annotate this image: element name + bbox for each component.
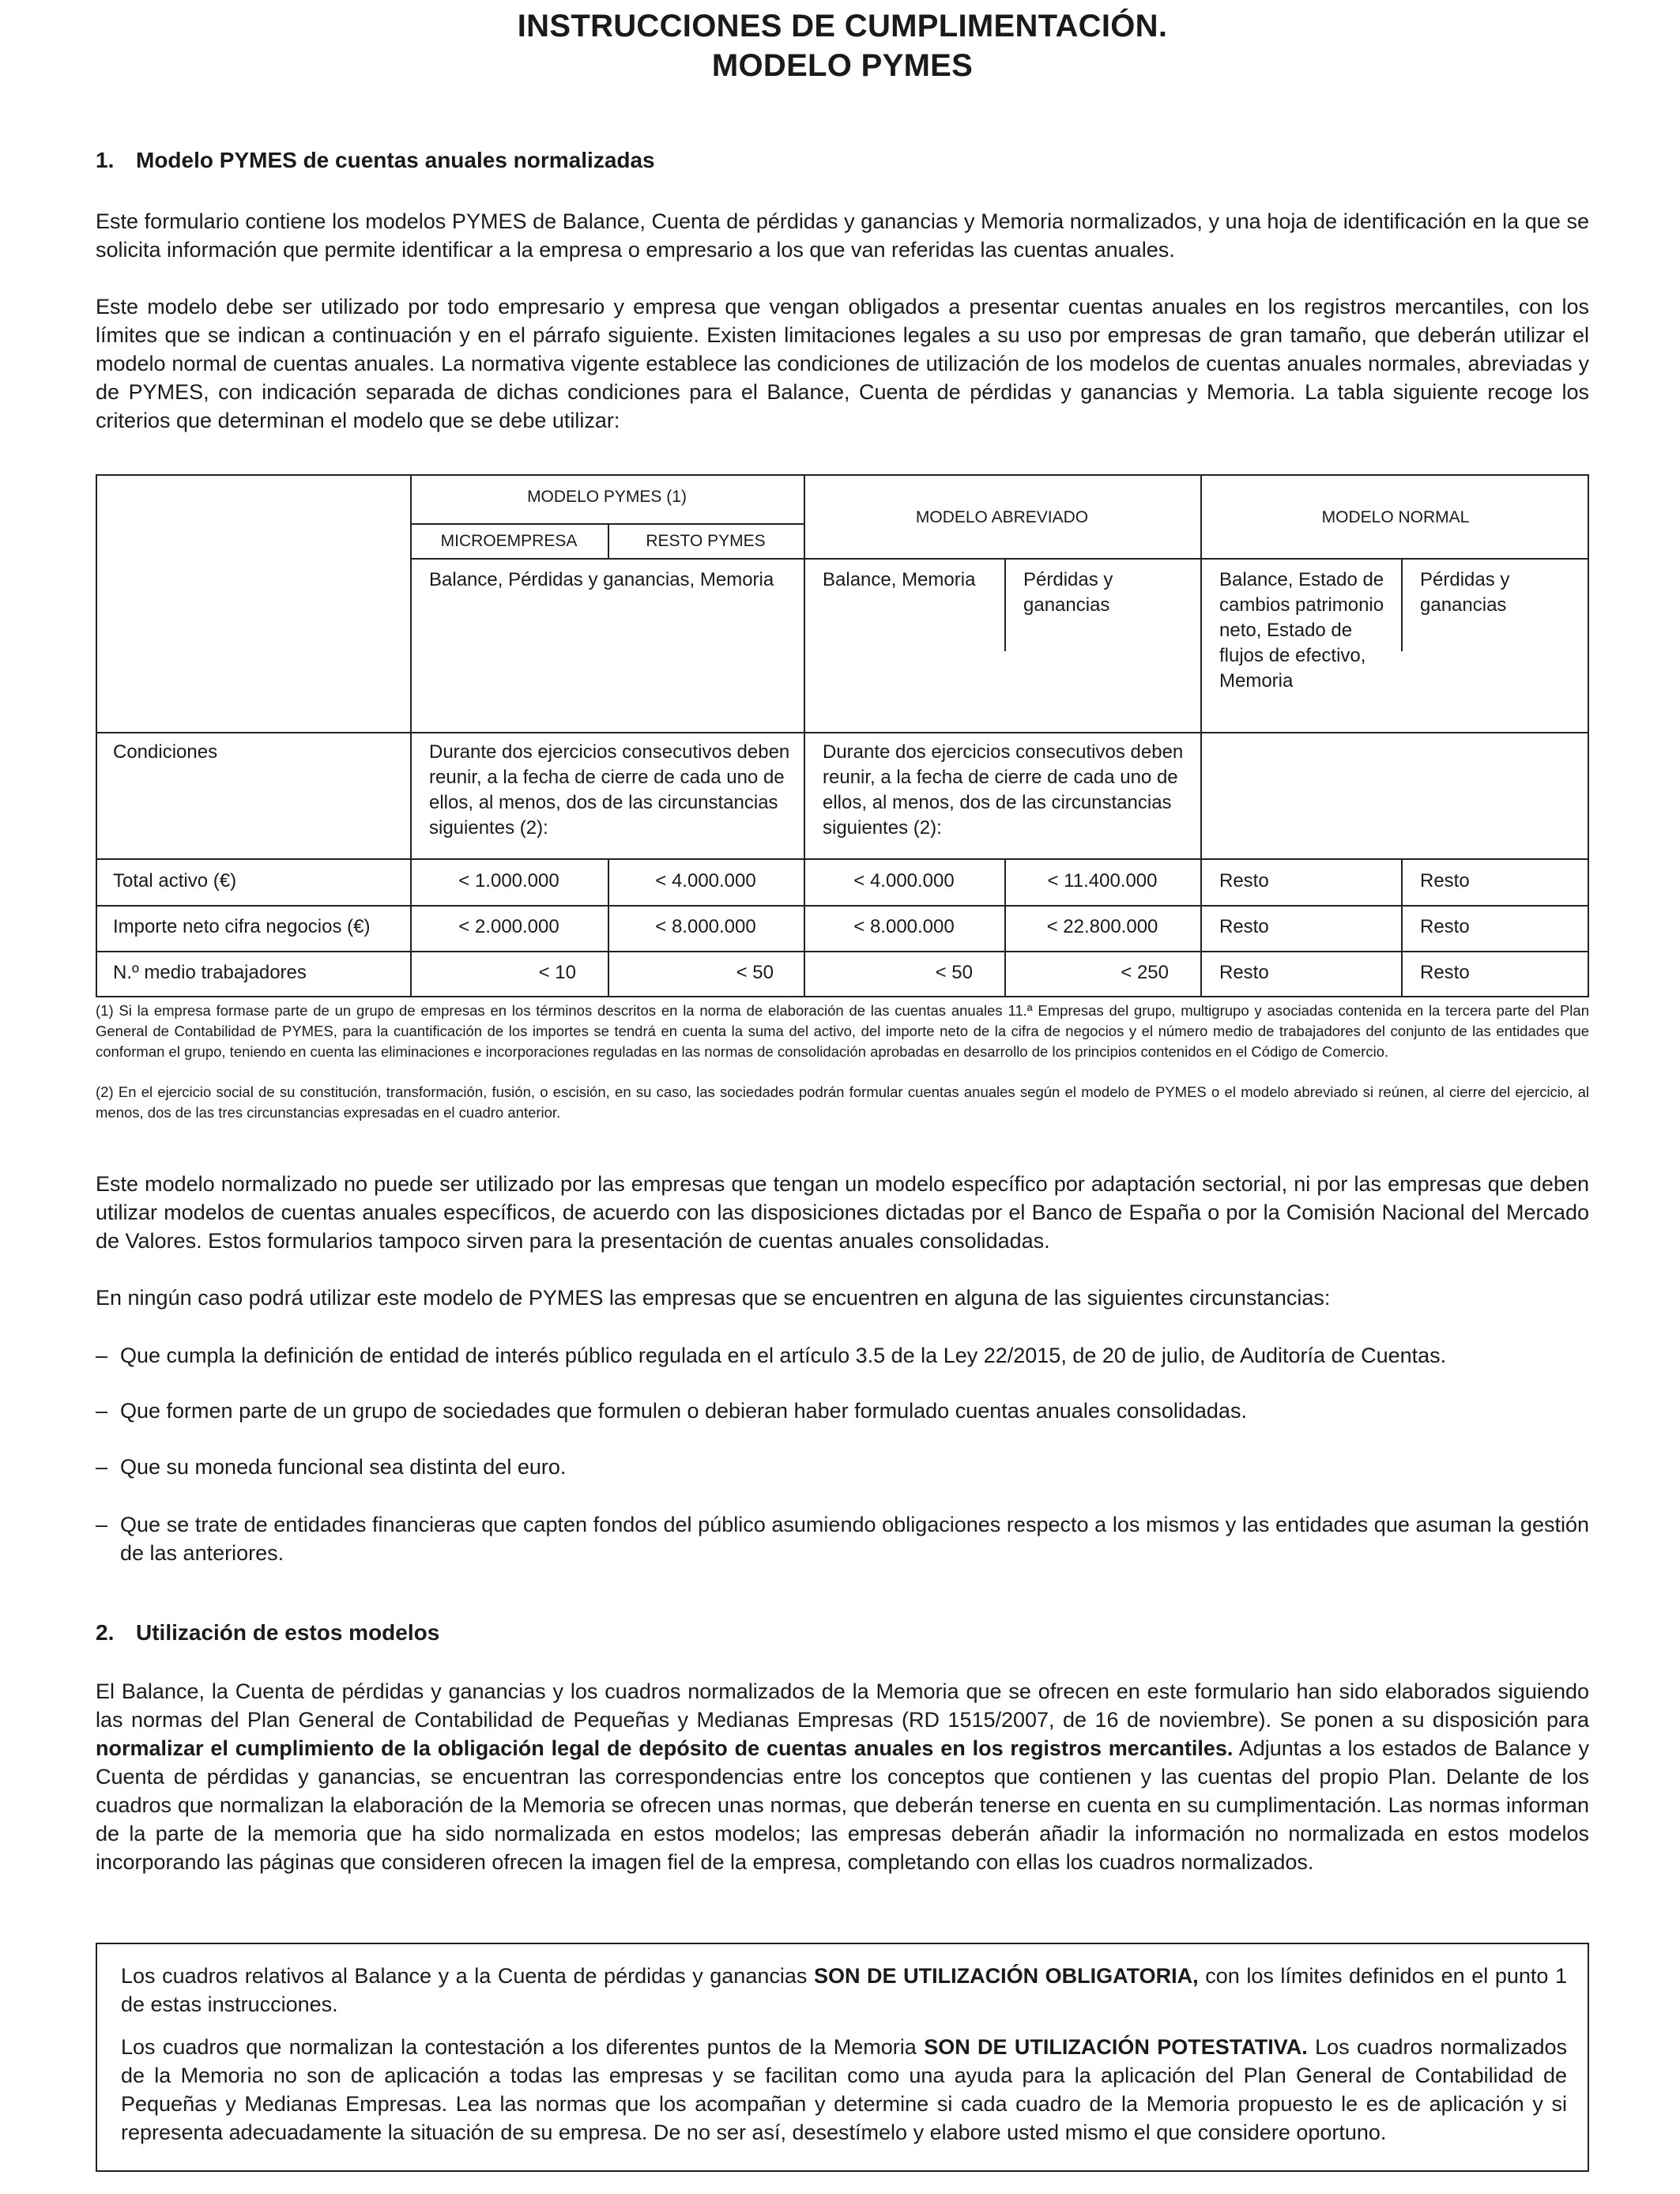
section-2-paragraph-1: El Balance, la Cuenta de pérdidas y ganancias y los cuadros normalizados de la Memoria que se ofrecen en este formulario han sido elaborados siguiendo las normas del Plan General de Contabilidad de Pequeñas y Medianas Empresas (RD 1515/2007, de 16 de noviembre). Se ponen a su disposición para normalizar el cumplimiento de la obligación legal de depósito de cuentas anuales en los registros mercantiles. Adjuntas a los estados de Balance y Cuenta de pérdidas y ganancias, se encuentran las correspondencias entre los conceptos que contienen y las cuentas del propio Plan. Delante de los cuadros que normalizan la elaboración de la Memoria se ofrecen unas normas, que deberán tenerse en cuenta en su cumplimentación. Las normas informan de la parte de la memoria que ha sido normalizada en estos modelos; las empresas deberán añadir la información no normalizada en estos modelos incorporando las páginas que consideren ofrecen la imagen fiel de la empresa, completando con ellas los cuadros normalizados. (96, 1679, 1589, 1874)
row-micro: < 10 (538, 962, 576, 983)
title-line-2: MODELO PYMES (711, 48, 974, 83)
row-normal-1: Resto (1219, 916, 1269, 937)
docs-pymes: Balance, Pérdidas y ganancias, Memoria (429, 569, 774, 590)
footnote-2: (2) En el ejercicio social de su constitución, transformación, fusión, o escisión, en su caso, las sociedades podrán formular cuentas anuales según el modelo de PYMES o el modelo abreviado si reúnen, al cierre del ejercicio, al menos, dos de las tres circunstancias expresadas en el cuadro anterior. (96, 1084, 1589, 1121)
bullet-text: Que formen parte de un grupo de sociedades que formulen o debieran haber formulado cuentas anuales consolidadas. (120, 1399, 1247, 1423)
bullet-dash: – (96, 1344, 108, 1367)
document-title (96, 6, 1589, 85)
section-2-number: 2. (96, 1620, 115, 1645)
section-2-heading (96, 1619, 439, 1646)
row-label: Importe neto cifra negocios (€) (113, 916, 371, 937)
header-modelo-pymes: MODELO PYMES (1) (527, 488, 687, 506)
header-modelo-normal: MODELO NORMAL (1321, 508, 1470, 526)
row-abreviado-2: < 22.800.000 (1046, 916, 1158, 937)
section-1-paragraph-3: Este modelo normalizado no puede ser utilizado por las empresas que tengan un modelo específico por adaptación sectorial, ni por las empresas que deben utilizar modelos de cuentas anuales específicos, de acuerdo con las disposiciones dictadas por el Banco de España o por la Comisión Nacional del Mercado de Valores. Estos formularios tampoco sirven para la presentación de cuentas anuales consolidadas. (96, 1172, 1589, 1253)
list-item (96, 1510, 1589, 1567)
bullet-text: Que cumpla la definición de entidad de interés público regulada en el artículo 3.5 de la Ley 22/2015, de 20 de julio, de Auditoría de Cuentas. (120, 1344, 1447, 1367)
section-1-heading (96, 147, 655, 174)
row-label: Total activo (€) (113, 870, 237, 892)
docs-normal-1: Balance, Estado de cambios patrimonio neto, Estado de flujos de efectivo, Memoria (1219, 569, 1384, 692)
bullet-dash: – (96, 1399, 108, 1423)
notice-paragraph-2: Los cuadros que normalizan la contestación a los diferentes puntos de la Memoria SON DE UTILIZACIÓN POTESTATIVA. Los cuadros normalizados de la Memoria no son de aplicación a todas las empresas y se facilitan como una ayuda para la aplicación del Plan General de Contabilidad de Pequeñas y Medianas Empresas. Lea las normas que los acompañan y determine si cada cuadro de la Memoria propuesto le es de aplicación y si representa adecuadamente la situación de su empresa. De no ser así, desestímelo y elabore usted mismo el que considere oportuno. (121, 2035, 1567, 2144)
row-normal-2: Resto (1420, 962, 1470, 983)
criteria-table (96, 474, 1589, 997)
row-micro: < 1.000.000 (458, 870, 559, 892)
list-item (96, 1341, 1589, 1370)
bullet-dash: – (96, 1513, 108, 1536)
bullet-text: Que se trate de entidades financieras que capten fondos del público asumiendo obligaciones respecto a los mismos y las entidades que asuman la gestión de las anteriores. (120, 1513, 1589, 1565)
notice-paragraph-1: Los cuadros relativos al Balance y a la Cuenta de pérdidas y ganancias SON DE UTILIZACIÓN OBLIGATORIA, con los límites definidos en el punto 1 de estas instrucciones. (121, 1964, 1568, 2016)
footnote-1: (1) Si la empresa formase parte de un grupo de empresas en los términos descritos en la norma de elaboración de las cuentas anuales 11.ª Empresas del grupo, multigrupo y asociadas contenida en la tercera parte del Plan General de Contabilidad de PYMES, para la cuantificación de los importes se tendrá en cuenta la suma del activo, del importe neto de la cifra de negocios y el número medio de trabajadores del conjunto de las entidades que conforman el grupo, teniendo en cuenta las eliminaciones e incorporaciones reguladas en las normas de consolidación aprobadas en desarrollo de los principios contenidos en el Código de Comercio. (96, 1002, 1589, 1060)
docs-abreviado-2: Pérdidas y ganancias (1023, 569, 1113, 616)
row-normal-2: Resto (1420, 916, 1470, 937)
header-modelo-abreviado: MODELO ABREVIADO (915, 508, 1089, 526)
bullet-dash: – (96, 1455, 108, 1479)
row-resto: < 4.000.000 (655, 870, 756, 892)
docs-normal-2: Pérdidas y ganancias (1420, 569, 1510, 616)
section-1-paragraph-4: En ningún caso podrá utilizar este modelo de PYMES las empresas que se encuentren en alguna de las siguientes circunstancias: (96, 1286, 1331, 1310)
row-label: N.º medio trabajadores (113, 962, 307, 983)
row-normal-2: Resto (1420, 870, 1470, 892)
row-abreviado-1: < 50 (935, 962, 973, 983)
title-line-1: INSTRUCCIONES DE CUMPLIMENTACIÓN. (517, 9, 1168, 43)
notice-box (96, 1943, 1589, 2172)
row-abreviado-1: < 4.000.000 (853, 870, 955, 892)
row-normal-1: Resto (1219, 870, 1269, 892)
section-2-title: Utilización de estos modelos (136, 1620, 440, 1645)
header-resto-pymes: RESTO PYMES (646, 532, 766, 550)
row-normal-1: Resto (1219, 962, 1269, 983)
bullet-text: Que su moneda funcional sea distinta del euro. (120, 1455, 567, 1479)
conditions-pymes: Durante dos ejercicios consecutivos deben reunir, a la fecha de cierre de cada uno de ellos, al menos, dos de las circunstancias siguientes (2): (429, 741, 790, 839)
row-abreviado-1: < 8.000.000 (853, 916, 955, 937)
row-resto: < 8.000.000 (655, 916, 756, 937)
section-1-paragraph-1: Este formulario contiene los modelos PYMES de Balance, Cuenta de pérdidas y ganancias y Memoria normalizados, y una hoja de identificación en la que se solicita información que permite identificar a la empresa o empresario a los que van referidas las cuentas anuales. (96, 209, 1589, 262)
row-abreviado-2: < 11.400.000 (1047, 870, 1158, 892)
row-abreviado-2: < 250 (1121, 962, 1169, 983)
row-resto: < 50 (736, 962, 774, 983)
conditions-abreviado: Durante dos ejercicios consecutivos deben reunir, a la fecha de cierre de cada uno de ellos, al menos, dos de las circunstancias siguientes (2): (823, 741, 1184, 839)
list-item (96, 1397, 1589, 1425)
header-microempresa: MICROEMPRESA (440, 532, 578, 550)
section-1-paragraph-2: Este modelo debe ser utilizado por todo empresario y empresa que vengan obligados a presentar cuentas anuales en los registros mercantiles, con los límites que se indican a continuación y en el párrafo siguiente. Existen limitaciones legales a su uso por empresas de gran tamaño, que deberán utilizar el modelo normal de cuentas anuales. La normativa vigente establece las condiciones de utilización de los modelos de cuentas anuales normales, abreviadas y de PYMES, con indicación separada de dichas condiciones para el Balance, Cuenta de pérdidas y ganancias y Memoria. La tabla siguiente recoge los criterios que determinan el modelo que se debe utilizar: (96, 295, 1589, 432)
docs-abreviado-1: Balance, Memoria (823, 569, 976, 590)
list-item (96, 1453, 1589, 1481)
conditions-label: Condiciones (113, 741, 218, 763)
section-1-title: Modelo PYMES de cuentas anuales normalizadas (136, 148, 655, 172)
row-micro: < 2.000.000 (458, 916, 559, 937)
section-1-number: 1. (96, 148, 115, 172)
